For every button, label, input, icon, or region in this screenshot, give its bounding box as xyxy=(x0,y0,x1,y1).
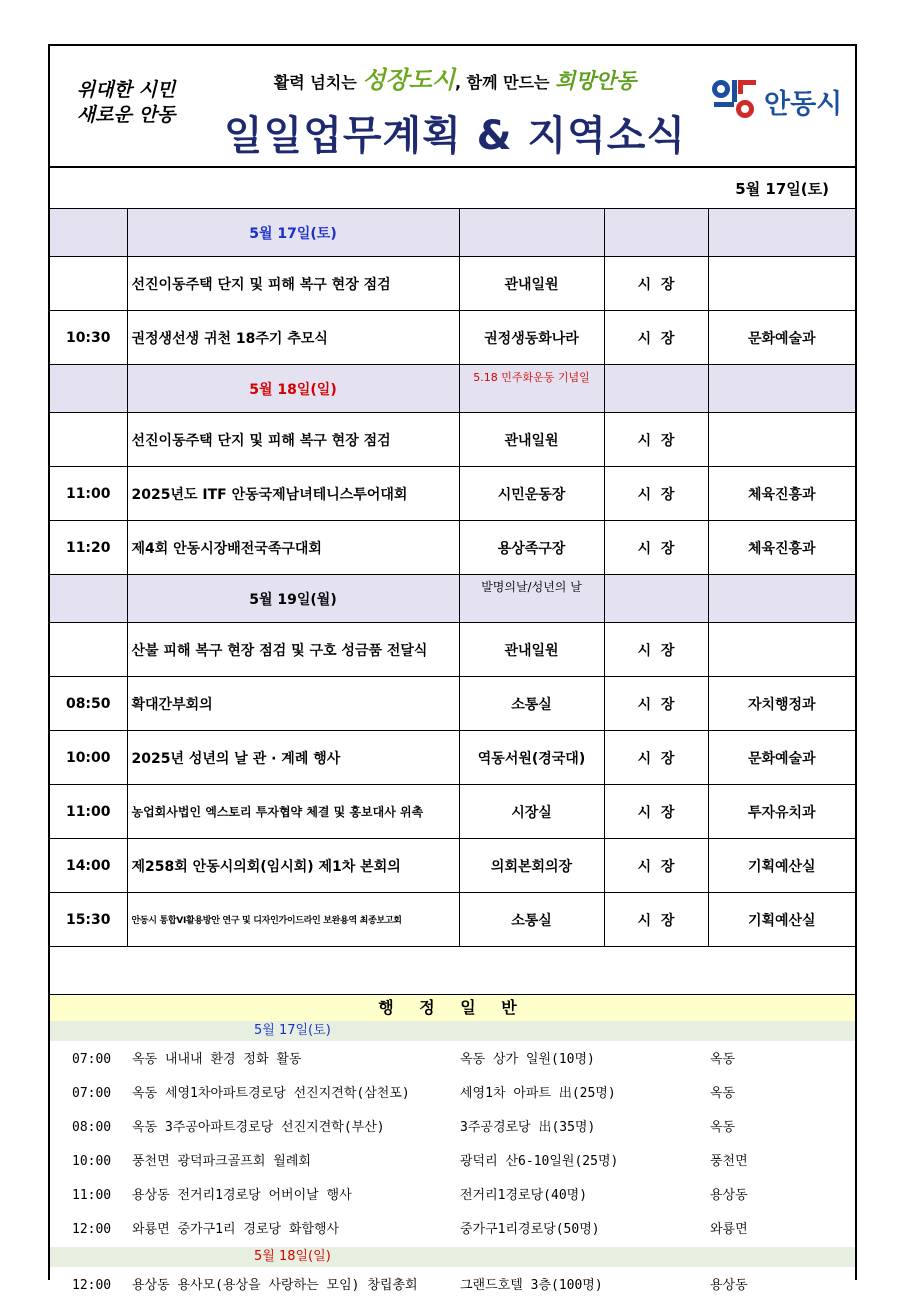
schedule-place: 시장실 xyxy=(459,785,604,839)
schedule-time: 08:50 xyxy=(50,677,127,731)
admin-row xyxy=(50,1179,855,1213)
schedule-place: 관내일원 xyxy=(459,257,604,311)
admin-event: 용상동 용사모(용상을 사랑하는 모임) 창립총회 xyxy=(132,1278,418,1293)
admin-dong: 풍천면 xyxy=(710,1154,748,1169)
schedule-row xyxy=(50,521,855,575)
schedule-row xyxy=(50,311,855,365)
admin-time: 07:00 xyxy=(72,1052,112,1067)
admin-place: 옥동 상가 일원(10명) xyxy=(460,1052,595,1067)
schedule-time: 15:30 xyxy=(50,893,127,947)
schedule-row xyxy=(50,731,855,785)
admin-day-label: 5월 17일(토) xyxy=(254,1023,331,1038)
schedule-event: 농업회사법인 엑스토리 투자협약 체결 및 홍보대사 위촉 xyxy=(127,785,459,839)
admin-time: 08:00 xyxy=(72,1120,112,1135)
admin-dong: 용상동 xyxy=(710,1188,748,1203)
schedule-dept: 기획예산실 xyxy=(708,839,855,893)
schedule-day-label: 5월 19일(월) xyxy=(249,591,337,608)
schedule-time xyxy=(50,623,127,677)
admin-time: 11:00 xyxy=(72,1188,112,1203)
schedule-event: 안동시 통합VI활용방안 연구 및 디자인가이드라인 보완용역 최종보고회 xyxy=(127,893,459,947)
schedule-dept xyxy=(708,623,855,677)
admin-row xyxy=(50,1111,855,1145)
admin-dong: 용상동 xyxy=(710,1278,748,1293)
slogan-calligraphy xyxy=(56,78,196,128)
schedule-row xyxy=(50,677,855,731)
admin-dong: 옥동 xyxy=(710,1120,736,1135)
admin-row xyxy=(50,1043,855,1077)
schedule-time: 10:00 xyxy=(50,731,127,785)
schedule-event: 권정생선생 귀천 18주기 추모식 xyxy=(127,311,459,365)
schedule-day-label: 5월 17일(토) xyxy=(249,225,337,242)
schedule-dept xyxy=(708,257,855,311)
schedule-attendee: 시 장 xyxy=(604,623,708,677)
andong-logo xyxy=(710,76,850,120)
admin-day-header xyxy=(50,1021,855,1041)
schedule-dept: 기획예산실 xyxy=(708,893,855,947)
admin-day-header xyxy=(50,1247,855,1267)
schedule-place: 소통실 xyxy=(459,893,604,947)
schedule-event: 선진이동주택 단지 및 피해 복구 현장 점검 xyxy=(127,413,459,467)
schedule-place: 권정생동화나라 xyxy=(459,311,604,365)
schedule-row xyxy=(50,623,855,677)
report-date-row xyxy=(50,166,855,209)
schedule-place: 역동서원(경국대) xyxy=(459,731,604,785)
schedule-dept xyxy=(708,413,855,467)
andong-logo-icon xyxy=(710,76,760,120)
schedule-time: 11:00 xyxy=(50,785,127,839)
admin-row xyxy=(50,1213,855,1247)
subtitle-highlight-growth: 성장도시 xyxy=(362,66,455,94)
admin-place: 세영1차 아파트 出(25명) xyxy=(460,1086,616,1101)
schedule-time xyxy=(50,257,127,311)
schedule-dept: 투자유치과 xyxy=(708,785,855,839)
header xyxy=(50,46,855,168)
schedule-place: 관내일원 xyxy=(459,413,604,467)
admin-place: 광덕리 산6-10일원(25명) xyxy=(460,1154,619,1169)
schedule-dept: 체육진흥과 xyxy=(708,467,855,521)
schedule-event: 선진이동주택 단지 및 피해 복구 현장 점검 xyxy=(127,257,459,311)
admin-time: 07:00 xyxy=(72,1086,112,1101)
schedule-row xyxy=(50,893,855,947)
schedule-day-header xyxy=(50,575,855,623)
schedule-place: 용상족구장 xyxy=(459,521,604,575)
admin-place: 중가구1리경로당(50명) xyxy=(460,1222,600,1237)
schedule-place: 소통실 xyxy=(459,677,604,731)
schedule-place: 관내일원 xyxy=(459,623,604,677)
schedule-place: 시민운동장 xyxy=(459,467,604,521)
schedule-place: 의회본회의장 xyxy=(459,839,604,893)
schedule-time: 11:20 xyxy=(50,521,127,575)
schedule-day-header xyxy=(50,365,855,413)
schedule-day-header xyxy=(50,209,855,257)
admin-dong: 옥동 xyxy=(710,1052,736,1067)
schedule-row xyxy=(50,413,855,467)
schedule-event: 2025년도 ITF 안동국제남녀테니스투어대회 xyxy=(127,467,459,521)
admin-day-label: 5월 18일(일) xyxy=(254,1249,331,1264)
admin-event: 옥동 3주공아파트경로당 선진지견학(부산) xyxy=(132,1120,385,1135)
admin-dong: 와룡면 xyxy=(710,1222,748,1237)
schedule-dept: 문화예술과 xyxy=(708,311,855,365)
logo-text: 안동시 xyxy=(764,89,843,120)
subtitle xyxy=(200,60,710,95)
document-frame xyxy=(48,44,857,1293)
slogan-line1: 위대한 시민 xyxy=(76,79,176,101)
schedule-attendee: 시 장 xyxy=(604,839,708,893)
holiday-note: 발명의날/성년의 날 xyxy=(481,580,582,594)
admin-event: 와룡면 중가구1리 경로당 화합행사 xyxy=(132,1222,340,1237)
schedule-attendee: 시 장 xyxy=(604,257,708,311)
admin-row xyxy=(50,1145,855,1179)
admin-place: 전거리1경로당(40명) xyxy=(460,1188,588,1203)
schedule-attendee: 시 장 xyxy=(604,731,708,785)
schedule-attendee: 시 장 xyxy=(604,467,708,521)
subtitle-highlight-hope: 희망안동 xyxy=(555,69,637,93)
report-date: 5월 17일(토) xyxy=(735,180,829,198)
admin-time: 12:00 xyxy=(72,1222,112,1237)
admin-time: 10:00 xyxy=(72,1154,112,1169)
schedule-attendee: 시 장 xyxy=(604,677,708,731)
admin-event: 옥동 세영1차아파트경로당 선진지견학(삼천포) xyxy=(132,1086,410,1101)
admin-place: 3주공경로당 出(35명) xyxy=(460,1120,596,1135)
subtitle-pre: 활력 넘치는 xyxy=(273,73,363,92)
schedule-row xyxy=(50,839,855,893)
schedule-attendee: 시 장 xyxy=(604,521,708,575)
subtitle-mid: , 함께 만드는 xyxy=(454,73,556,92)
schedule-attendee: 시 장 xyxy=(604,893,708,947)
schedule-attendee: 시 장 xyxy=(604,311,708,365)
admin-dong: 옥동 xyxy=(710,1086,736,1101)
page-title: 일일업무계획 & 지역소식 xyxy=(223,113,687,159)
admin-event: 옥동 내내내 환경 정화 활동 xyxy=(132,1052,302,1067)
admin-event: 풍천면 광덕파크골프회 월례회 xyxy=(132,1154,311,1169)
admin-time: 12:00 xyxy=(72,1278,112,1293)
schedule-event: 2025년 성년의 날 관 · 계례 행사 xyxy=(127,731,459,785)
schedule-dept: 체육진흥과 xyxy=(708,521,855,575)
admin-section-title: 행 정 일 반 xyxy=(50,994,855,1022)
admin-row xyxy=(50,1269,855,1303)
schedule-attendee: 시 장 xyxy=(604,785,708,839)
admin-event: 용상동 전거리1경로당 어버이날 행사 xyxy=(132,1188,352,1203)
schedule-time: 10:30 xyxy=(50,311,127,365)
schedule-event: 확대간부회의 xyxy=(127,677,459,731)
schedule-attendee: 시 장 xyxy=(604,413,708,467)
schedule-row xyxy=(50,257,855,311)
schedule-day-label: 5월 18일(일) xyxy=(249,381,337,398)
schedule-time xyxy=(50,413,127,467)
schedule-event: 산불 피해 복구 현장 점검 및 구호 성금품 전달식 xyxy=(127,623,459,677)
schedule-dept: 자치행정과 xyxy=(708,677,855,731)
schedule-row xyxy=(50,467,855,521)
admin-place: 그랜드호텔 3층(100명) xyxy=(460,1278,603,1293)
schedule-dept: 문화예술과 xyxy=(708,731,855,785)
admin-row xyxy=(50,1077,855,1111)
schedule-event: 제258회 안동시의회(임시회) 제1차 본회의 xyxy=(127,839,459,893)
schedule-event: 제4회 안동시장배전국족구대회 xyxy=(127,521,459,575)
schedule-table xyxy=(50,208,855,947)
schedule-time: 11:00 xyxy=(50,467,127,521)
schedule-time: 14:00 xyxy=(50,839,127,893)
slogan-line2: 새로운 안동 xyxy=(76,104,176,126)
holiday-note: 5.18 민주화운동 기념일 xyxy=(473,370,590,384)
schedule-row xyxy=(50,785,855,839)
